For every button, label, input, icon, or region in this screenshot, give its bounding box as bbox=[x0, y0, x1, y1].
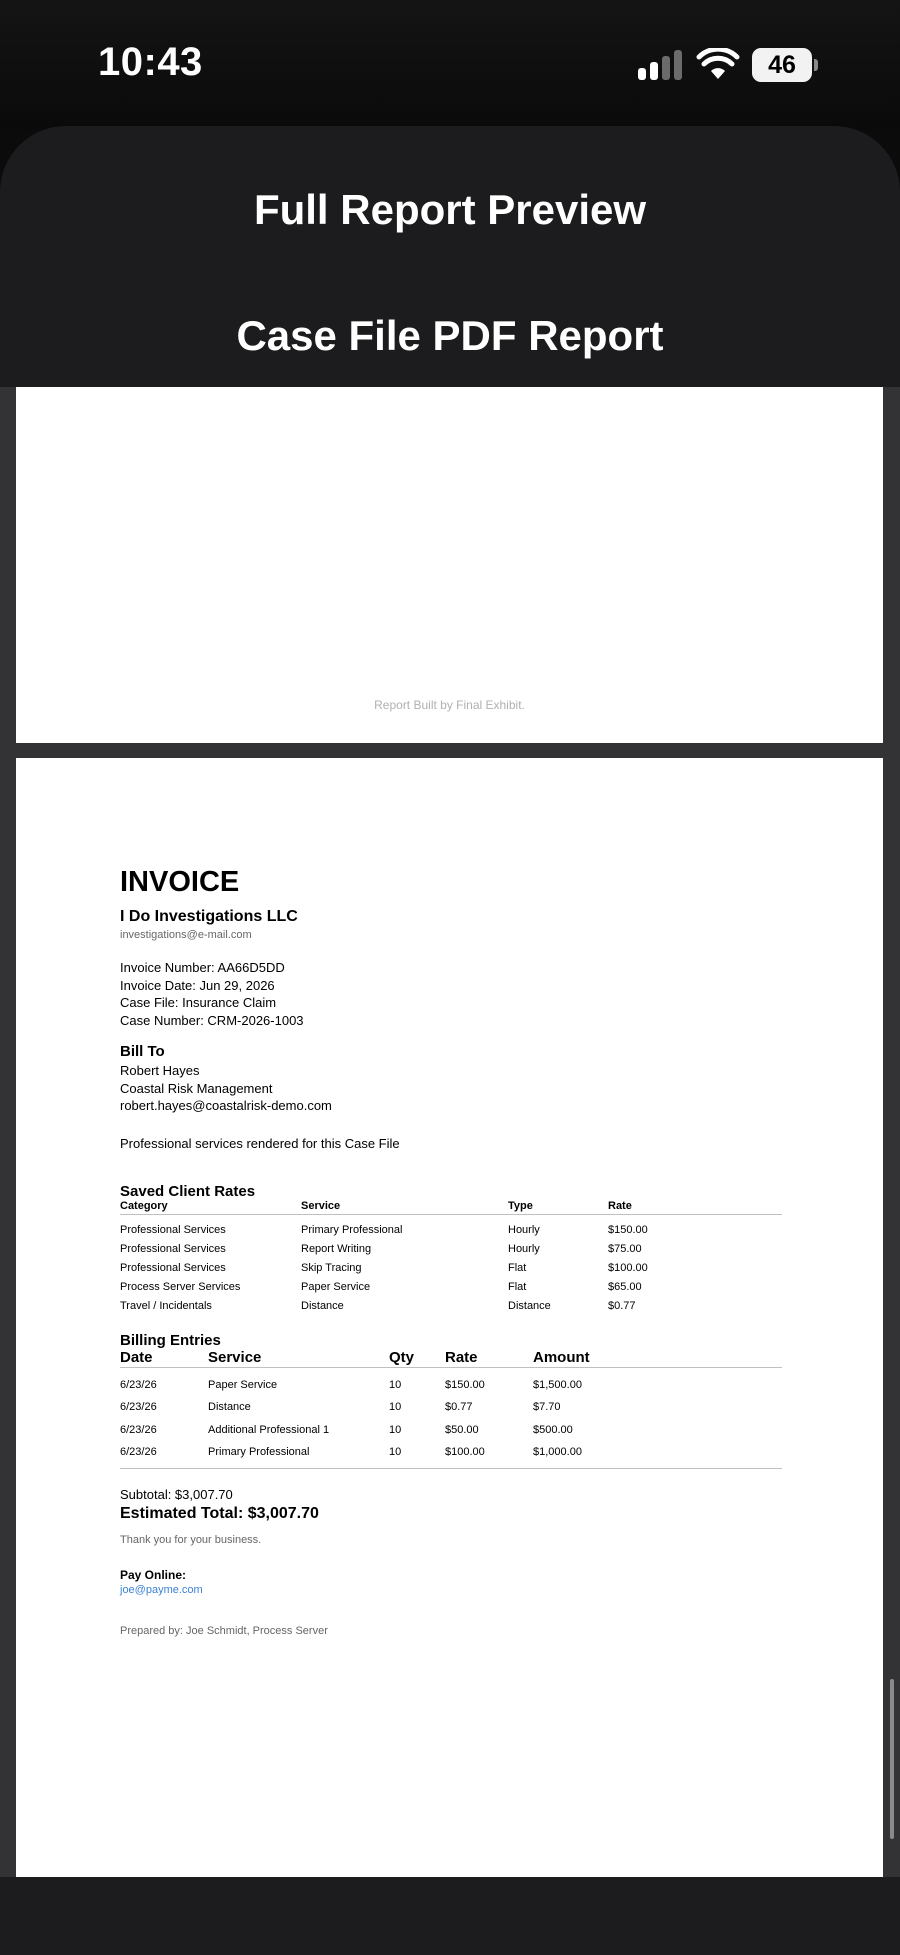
pay-online-link[interactable]: joe@payme.com bbox=[120, 1583, 203, 1596]
rate-value: $0.77 bbox=[608, 1300, 636, 1312]
status-time: 10:43 bbox=[98, 40, 203, 84]
column-header: Service bbox=[208, 1349, 389, 1368]
bill-to-email: robert.hayes@coastalrisk-demo.com bbox=[120, 1098, 332, 1113]
entry-amount: $500.00 bbox=[533, 1423, 573, 1436]
battery-level: 46 bbox=[768, 50, 796, 79]
estimated-total: Estimated Total: $3,007.70 bbox=[120, 1504, 319, 1522]
entry-date: 6/23/26 bbox=[120, 1401, 157, 1414]
table-row bbox=[120, 1278, 782, 1297]
rate-category: Process Server Services bbox=[120, 1281, 241, 1293]
rate-category: Professional Services bbox=[120, 1224, 226, 1236]
table-row bbox=[120, 1259, 782, 1278]
entry-date: 6/23/26 bbox=[120, 1423, 157, 1436]
column-header: Category bbox=[120, 1200, 301, 1215]
services-description: Professional services rendered for this Case File bbox=[120, 1135, 400, 1151]
billing-header-row bbox=[120, 1349, 782, 1368]
bill-to-heading: Bill To bbox=[120, 1043, 165, 1060]
case-file: Case File: Insurance Claim bbox=[120, 995, 277, 1010]
invoice-number: Invoice Number: AA66D5DD bbox=[120, 960, 285, 975]
entry-qty: 10 bbox=[389, 1378, 402, 1391]
rate-service: Skip Tracing bbox=[301, 1262, 362, 1274]
entry-rate: $50.00 bbox=[445, 1423, 479, 1436]
table-row bbox=[120, 1396, 782, 1419]
rate-value: $65.00 bbox=[608, 1281, 642, 1293]
column-header: Type bbox=[508, 1200, 608, 1215]
column-header: Rate bbox=[608, 1200, 782, 1215]
rate-type: Distance bbox=[508, 1300, 551, 1312]
rate-value: $75.00 bbox=[608, 1243, 642, 1255]
table-row bbox=[120, 1297, 782, 1316]
entry-rate: $0.77 bbox=[445, 1401, 473, 1414]
rate-value: $150.00 bbox=[608, 1224, 648, 1236]
entry-qty: 10 bbox=[389, 1441, 445, 1468]
wifi-icon bbox=[696, 48, 740, 82]
entry-date: 6/23/26 bbox=[120, 1378, 157, 1391]
rate-service: Paper Service bbox=[301, 1281, 371, 1293]
pdf-page-invoice bbox=[16, 758, 883, 1877]
entry-rate: $100.00 bbox=[445, 1441, 533, 1468]
billing-table bbox=[120, 1349, 782, 1469]
billing-heading: Billing Entries bbox=[120, 1331, 221, 1349]
rate-value: $100.00 bbox=[608, 1262, 648, 1274]
invoice-date: Invoice Date: Jun 29, 2026 bbox=[120, 977, 275, 993]
scroll-indicator[interactable] bbox=[890, 1679, 894, 1839]
prepared-by: Prepared by: Joe Schmidt, Process Server bbox=[120, 1624, 328, 1637]
rates-header-row bbox=[120, 1200, 782, 1215]
battery-icon bbox=[752, 48, 812, 82]
rate-type: Hourly bbox=[508, 1224, 540, 1236]
rates-table bbox=[120, 1200, 782, 1316]
rate-type: Flat bbox=[508, 1281, 527, 1293]
entry-qty: 10 bbox=[389, 1423, 402, 1436]
entry-amount: $1,500.00 bbox=[533, 1378, 582, 1391]
company-name: I Do Investigations LLC bbox=[120, 908, 298, 925]
report-footer-note: Report Built by Final Exhibit. bbox=[374, 698, 525, 712]
column-header: Qty bbox=[389, 1349, 445, 1368]
status-bar bbox=[0, 0, 900, 130]
bill-to-company: Coastal Risk Management bbox=[120, 1080, 273, 1096]
bill-to bbox=[120, 1062, 782, 1115]
rate-category: Professional Services bbox=[120, 1243, 226, 1255]
column-header: Date bbox=[120, 1349, 208, 1368]
rate-service: Report Writing bbox=[301, 1243, 372, 1255]
report-preview-sheet bbox=[0, 126, 900, 1955]
invoice bbox=[120, 868, 782, 1637]
entry-amount: $1,000.00 bbox=[533, 1441, 782, 1468]
rate-service: Primary Professional bbox=[301, 1224, 403, 1236]
entry-date: 6/23/26 bbox=[120, 1441, 208, 1468]
sheet-bottom bbox=[0, 1877, 900, 1955]
company-email: investigations@e-mail.com bbox=[120, 929, 252, 941]
rate-category: Professional Services bbox=[120, 1262, 226, 1274]
entry-service: Primary Professional bbox=[208, 1441, 389, 1468]
pdf-viewer[interactable] bbox=[0, 387, 900, 1877]
table-row bbox=[120, 1441, 782, 1468]
invoice-title: INVOICE bbox=[120, 866, 240, 898]
rate-type: Flat bbox=[508, 1262, 527, 1274]
rate-type: Hourly bbox=[508, 1243, 540, 1255]
entry-amount: $7.70 bbox=[533, 1401, 561, 1414]
table-row bbox=[120, 1240, 782, 1259]
pdf-page-1 bbox=[16, 387, 883, 743]
cellular-signal-icon bbox=[638, 50, 684, 80]
entry-rate: $150.00 bbox=[445, 1378, 485, 1391]
subtotal: Subtotal: $3,007.70 bbox=[120, 1486, 233, 1502]
pay-online-heading: Pay Online: bbox=[120, 1567, 187, 1582]
column-header: Rate bbox=[445, 1349, 533, 1368]
entry-service: Paper Service bbox=[208, 1378, 278, 1391]
rate-service: Distance bbox=[301, 1300, 344, 1312]
entry-qty: 10 bbox=[389, 1401, 402, 1414]
column-header: Service bbox=[301, 1200, 508, 1215]
thank-you-note: Thank you for your business. bbox=[120, 1533, 262, 1546]
bill-to-name: Robert Hayes bbox=[120, 1063, 200, 1078]
table-row bbox=[120, 1367, 782, 1396]
entry-service: Distance bbox=[208, 1401, 251, 1414]
table-row bbox=[120, 1214, 782, 1240]
case-number: Case Number: CRM-2026-1003 bbox=[120, 1012, 304, 1028]
sheet-subtitle: Case File PDF Report bbox=[236, 312, 664, 359]
rate-category: Travel / Incidentals bbox=[120, 1300, 212, 1312]
sheet-title: Full Report Preview bbox=[253, 186, 647, 233]
entry-service: Additional Professional 1 bbox=[208, 1423, 330, 1436]
table-row bbox=[120, 1419, 782, 1442]
rates-heading: Saved Client Rates bbox=[120, 1182, 256, 1200]
invoice-meta bbox=[120, 959, 782, 1029]
column-header: Amount bbox=[533, 1349, 782, 1368]
